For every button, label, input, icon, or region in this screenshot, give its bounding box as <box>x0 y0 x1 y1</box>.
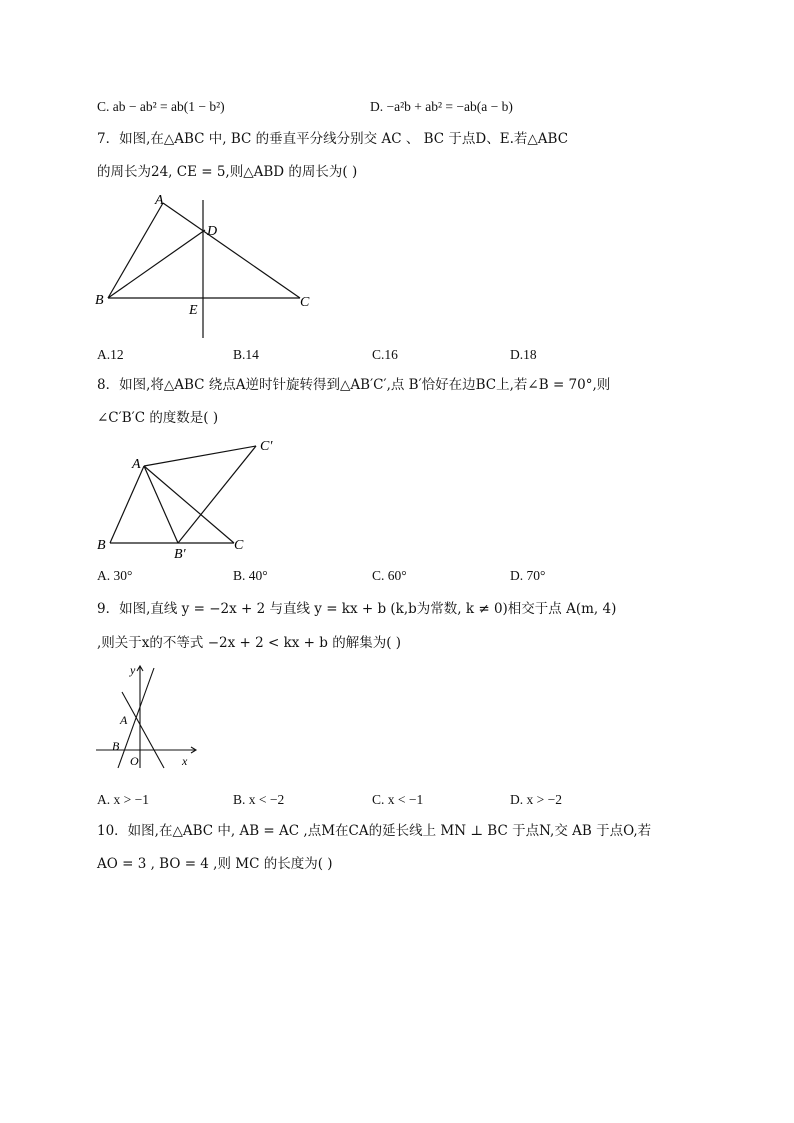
q9-stem-line2: ,则关于x的不等式 −2x + 2 < kx + b 的解集为( ) <box>97 635 402 651</box>
q8-stem-line1: 8．如图,将△ABC 绕点A逆时针旋转得到△AB′C′,点 B′恰好在边BC上,若∠B = 70°,则 <box>97 377 611 393</box>
q8-option-c: C. 60° <box>372 568 407 583</box>
q8-label-bprime: B′ <box>174 547 186 562</box>
q9-stem-line1: 9．如图,直线 y = −2x + 2 与直线 y = kx + b (k,b为常数, k ≠ 0)相交于点 A(m, 4) <box>97 601 617 617</box>
q10-stem-line2: AO = 3 , BO = 4 ,则 MC 的长度为( ) <box>97 856 333 872</box>
q9-label-b: B <box>112 739 120 753</box>
q7-stem-line2: 的周长为24, CE = 5,则△ABD 的周长为( ) <box>97 164 358 180</box>
q8-option-d: D. 70° <box>510 568 546 583</box>
q9-label-x: x <box>182 754 188 768</box>
q9-option-c: C. x < −1 <box>372 792 424 807</box>
q7-option-d: D.18 <box>510 347 537 362</box>
q9-option-b: B. x < −2 <box>233 792 285 807</box>
q9-figure <box>94 662 204 772</box>
q8-label-c: C <box>234 538 244 553</box>
q10-stem-line1: 10．如图,在△ABC 中, AB = AC ,点M在CA的延长线上 MN ⊥ BC 于点N,交 AB 于点O,若 <box>97 823 652 839</box>
q8-option-b: B. 40° <box>233 568 268 583</box>
q8-label-cprime: C′ <box>260 439 273 454</box>
q9-option-d: D. x > −2 <box>510 792 562 807</box>
q8-figure <box>92 436 292 561</box>
q7-label-c: C <box>300 295 310 310</box>
q6-option-c: C. ab − ab² = ab(1 − b²) <box>97 99 225 114</box>
q6-option-d: D. −a²b + ab² = −ab(a − b) <box>370 99 513 114</box>
q7-label-d: D <box>207 224 218 239</box>
q7-label-e: E <box>189 303 198 318</box>
q9-label-o: O <box>130 754 139 768</box>
q9-label-a: A <box>120 713 128 727</box>
q8-label-b: B <box>97 538 106 553</box>
q9-option-a: A. x > −1 <box>97 792 149 807</box>
q7-label-a: A <box>155 193 164 208</box>
q7-option-c: C.16 <box>372 347 398 362</box>
q7-option-a: A.12 <box>97 347 124 362</box>
q8-label-a: A <box>132 457 141 472</box>
q8-stem-line2: ∠C′B′C 的度数是( ) <box>97 410 219 426</box>
q7-label-b: B <box>95 293 104 308</box>
q7-figure <box>90 192 310 342</box>
q7-stem-line1: 7．如图,在△ABC 中, BC 的垂直平分线分别交 AC 、 BC 于点D、E.若△ABC <box>97 131 569 147</box>
q7-option-b: B.14 <box>233 347 259 362</box>
q9-label-y: y <box>130 663 136 677</box>
q8-option-a: A. 30° <box>97 568 133 583</box>
